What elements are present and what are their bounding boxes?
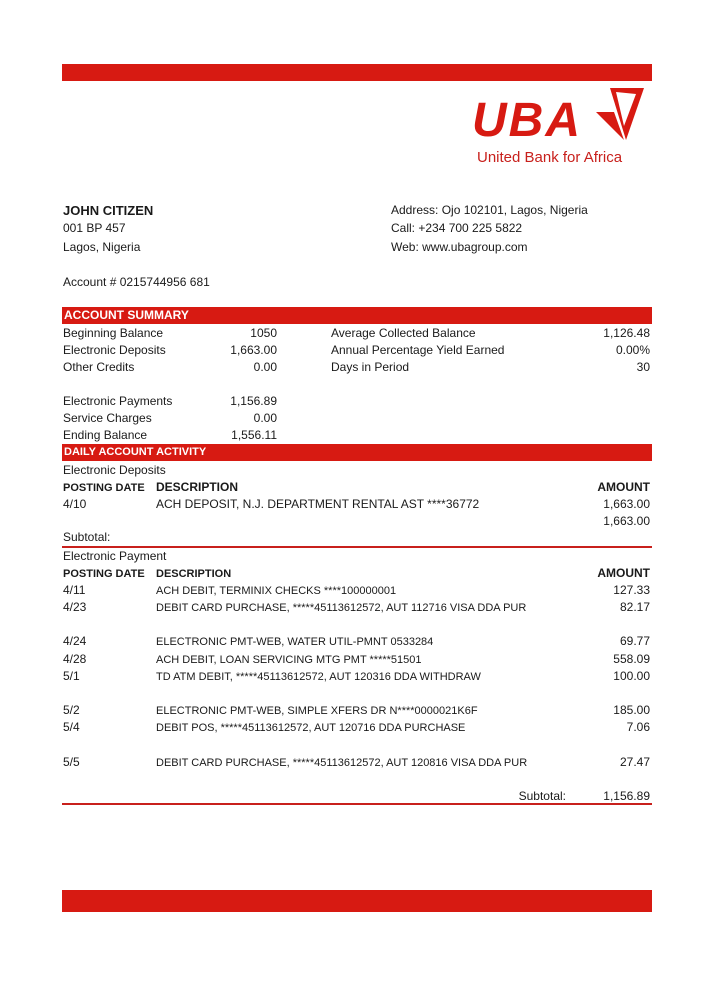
deposits-col-date: POSTING DATE [63, 482, 145, 494]
payment-amount: 558.09 [613, 652, 650, 666]
summary-value: 1,663.00 [230, 343, 277, 357]
summary-value: 1050 [250, 326, 277, 340]
payment-description: ACH DEBIT, TERMINIX CHECKS ****100000001 [156, 585, 397, 597]
payment-date: 4/24 [63, 634, 87, 648]
deposit-amount: 1,663.00 [603, 497, 650, 511]
logo-subtitle: United Bank for Africa [477, 149, 623, 166]
payment-description: DEBIT CARD PURCHASE, *****45113612572, AUT 120816 VISA DDA PUR [156, 757, 528, 769]
summary-value: 1,156.89 [230, 394, 277, 408]
deposits-total: 1,663.00 [603, 514, 650, 528]
bank-web: Web: www.ubagroup.com [391, 240, 528, 254]
customer-address-line1: 001 BP 457 [63, 221, 126, 235]
logo-text: UBA [472, 94, 582, 147]
payment-date: 4/28 [63, 652, 87, 666]
payment-description: TD ATM DEBIT, *****45113612572, AUT 120316 DDA WITHDRAW [156, 671, 481, 683]
payment-date: 4/23 [63, 600, 87, 614]
daily-activity-header: DAILY ACCOUNT ACTIVITY [62, 444, 652, 461]
payments-col-description: DESCRIPTION [156, 568, 232, 580]
payment-amount: 69.77 [619, 634, 650, 648]
payment-amount: 27.47 [619, 755, 650, 769]
summary-label: Days in Period [331, 360, 410, 374]
summary-label: Annual Percentage Yield Earned [331, 343, 505, 357]
summary-label: Electronic Deposits [63, 343, 166, 357]
payments-subtotal-value: 1,156.89 [603, 789, 650, 803]
payment-amount: 82.17 [619, 600, 650, 614]
payment-description: ACH DEBIT, LOAN SERVICING MTG PMT *****51501 [156, 654, 422, 666]
logo-mark-icon [596, 86, 648, 142]
payment-description: DEBIT CARD PURCHASE, *****45113612572, AUT 112716 VISA DDA PUR [156, 602, 527, 614]
payment-description: ELECTRONIC PMT-WEB, WATER UTIL-PMNT 0533284 [156, 636, 434, 648]
summary-label: Average Collected Balance [331, 326, 476, 340]
payment-date: 5/4 [63, 720, 80, 734]
payment-amount: 185.00 [613, 703, 650, 717]
account-number: Account # 0215744956 681 [63, 275, 210, 289]
deposits-subtotal-label: Subtotal: [63, 530, 111, 544]
payment-description: ELECTRONIC PMT-WEB, SIMPLE XFERS DR N****0000021K6F [156, 705, 478, 717]
summary-value: 0.00 [253, 360, 277, 374]
top-red-bar [62, 64, 652, 81]
summary-value: 1,556.11 [231, 428, 277, 442]
section-divider [62, 803, 652, 805]
bank-address: Address: Ojo 102101, Lagos, Nigeria [391, 203, 588, 217]
payment-date: 5/2 [63, 703, 80, 717]
payment-description: DEBIT POS, *****45113612572, AUT 120716 DDA PURCHASE [156, 722, 466, 734]
payment-date: 4/11 [63, 583, 86, 597]
deposit-date: 4/10 [63, 497, 87, 511]
summary-label: Beginning Balance [63, 326, 164, 340]
payment-amount: 100.00 [613, 669, 650, 683]
summary-label: Other Credits [63, 360, 135, 374]
summary-value: 1,126.48 [603, 326, 650, 340]
deposit-description: ACH DEPOSIT, N.J. DEPARTMENT RENTAL AST ****36772 [156, 497, 480, 511]
payment-date: 5/5 [63, 755, 80, 769]
customer-name: JOHN CITIZEN [63, 203, 154, 218]
payments-subtotal-label: Subtotal: [518, 789, 566, 803]
bank-phone: Call: +234 700 225 5822 [391, 221, 523, 235]
summary-label: Electronic Payments [63, 394, 173, 408]
payment-date: 5/1 [63, 669, 80, 683]
summary-value: 30 [636, 360, 650, 374]
section-divider [62, 546, 652, 548]
deposits-section-label: Electronic Deposits [63, 463, 166, 477]
payment-amount: 7.06 [626, 720, 650, 734]
account-summary-header: ACCOUNT SUMMARY [62, 307, 652, 324]
payments-col-date: POSTING DATE [63, 568, 145, 580]
payments-section-label: Electronic Payment [63, 549, 167, 563]
payment-amount: 127.33 [613, 583, 650, 597]
deposits-col-description: DESCRIPTION [156, 480, 239, 494]
summary-value: 0.00 [253, 411, 277, 425]
customer-address-line2: Lagos, Nigeria [63, 240, 141, 254]
summary-label: Service Charges [63, 411, 152, 425]
payments-col-amount: AMOUNT [597, 566, 650, 580]
bottom-red-bar [62, 890, 652, 912]
deposits-col-amount: AMOUNT [597, 480, 650, 494]
summary-value: 0.00% [615, 343, 650, 357]
summary-label: Ending Balance [63, 428, 148, 442]
